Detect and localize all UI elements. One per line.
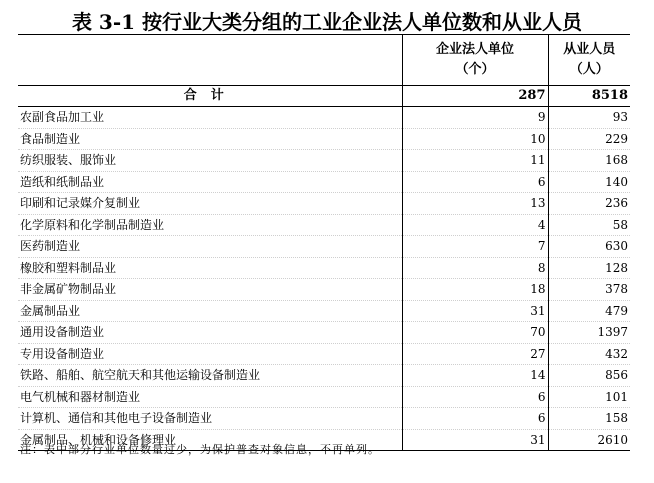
industry-name-cell: 医药制造业	[18, 236, 402, 258]
industry-name-cell: 造纸和纸制品业	[18, 171, 402, 193]
employees-cell: 630	[548, 236, 630, 258]
industry-name-cell: 印刷和记录媒介复制业	[18, 193, 402, 215]
header-employees-label: 从业人员	[563, 42, 616, 57]
employees-cell: 479	[548, 300, 630, 322]
total-employees: 8518	[548, 86, 630, 107]
industry-name-cell: 食品制造业	[18, 128, 402, 150]
legal-units-cell: 31	[402, 429, 548, 451]
industry-name-cell: 纺织服装、服饰业	[18, 150, 402, 172]
industry-name-cell: 电气机械和器材制造业	[18, 386, 402, 408]
legal-units-cell: 70	[402, 322, 548, 344]
employees-cell: 1397	[548, 322, 630, 344]
header-employees	[548, 35, 630, 86]
footnote: 注：表中部分行业单位数量过少，为保护普查对象信息，不再单列。	[20, 443, 380, 456]
table-row	[18, 300, 630, 322]
employees-cell: 856	[548, 365, 630, 387]
employees-cell: 229	[548, 128, 630, 150]
header-legal-units-label: 企业法人单位	[435, 42, 514, 57]
table-row	[18, 128, 630, 150]
employees-cell: 2610	[548, 429, 630, 451]
industry-table	[18, 34, 630, 451]
employees-cell: 378	[548, 279, 630, 301]
employees-cell: 93	[548, 107, 630, 129]
table-row	[18, 257, 630, 279]
industry-name-cell: 农副食品加工业	[18, 107, 402, 129]
header-legal-units	[402, 35, 548, 86]
employees-cell: 168	[548, 150, 630, 172]
table-row	[18, 343, 630, 365]
legal-units-cell: 27	[402, 343, 548, 365]
legal-units-cell: 10	[402, 128, 548, 150]
total-units: 287	[402, 86, 548, 107]
legal-units-cell: 18	[402, 279, 548, 301]
total-label: 合计	[18, 86, 402, 107]
table-row	[18, 193, 630, 215]
table-row	[18, 150, 630, 172]
industry-name-cell: 金属制品业	[18, 300, 402, 322]
table-row	[18, 236, 630, 258]
header-industry-cell	[18, 35, 402, 86]
legal-units-cell: 14	[402, 365, 548, 387]
industry-name-cell: 化学原料和化学制品制造业	[18, 214, 402, 236]
table-row	[18, 386, 630, 408]
table-header-row	[18, 35, 630, 86]
header-legal-units-unit: （个）	[455, 62, 495, 77]
total-row	[18, 86, 630, 107]
legal-units-cell: 11	[402, 150, 548, 172]
legal-units-cell: 9	[402, 107, 548, 129]
employees-cell: 140	[548, 171, 630, 193]
table-row	[18, 214, 630, 236]
table-row	[18, 408, 630, 430]
table-row	[18, 322, 630, 344]
industry-name-cell: 非金属矿物制品业	[18, 279, 402, 301]
industry-name-cell: 铁路、船舶、航空航天和其他运输设备制造业	[18, 365, 402, 387]
legal-units-cell: 31	[402, 300, 548, 322]
table-row	[18, 279, 630, 301]
legal-units-cell: 6	[402, 171, 548, 193]
industry-name-cell: 通用设备制造业	[18, 322, 402, 344]
employees-cell: 128	[548, 257, 630, 279]
industry-name-cell: 计算机、通信和其他电子设备制造业	[18, 408, 402, 430]
legal-units-cell: 6	[402, 408, 548, 430]
table-row	[18, 171, 630, 193]
legal-units-cell: 7	[402, 236, 548, 258]
employees-cell: 158	[548, 408, 630, 430]
legal-units-cell: 4	[402, 214, 548, 236]
header-employees-unit: （人）	[569, 62, 609, 77]
industry-name-cell: 专用设备制造业	[18, 343, 402, 365]
legal-units-cell: 6	[402, 386, 548, 408]
industry-name-cell: 金属制品、机械和设备修理业	[18, 429, 402, 451]
legal-units-cell: 13	[402, 193, 548, 215]
employees-cell: 58	[548, 214, 630, 236]
table-row	[18, 365, 630, 387]
legal-units-cell: 8	[402, 257, 548, 279]
employees-cell: 236	[548, 193, 630, 215]
table-title: 表 3-1 按行业大类分组的工业企业法人单位数和从业人员	[71, 10, 583, 34]
employees-cell: 101	[548, 386, 630, 408]
table-row	[18, 107, 630, 129]
employees-cell: 432	[548, 343, 630, 365]
industry-name-cell: 橡胶和塑料制品业	[18, 257, 402, 279]
